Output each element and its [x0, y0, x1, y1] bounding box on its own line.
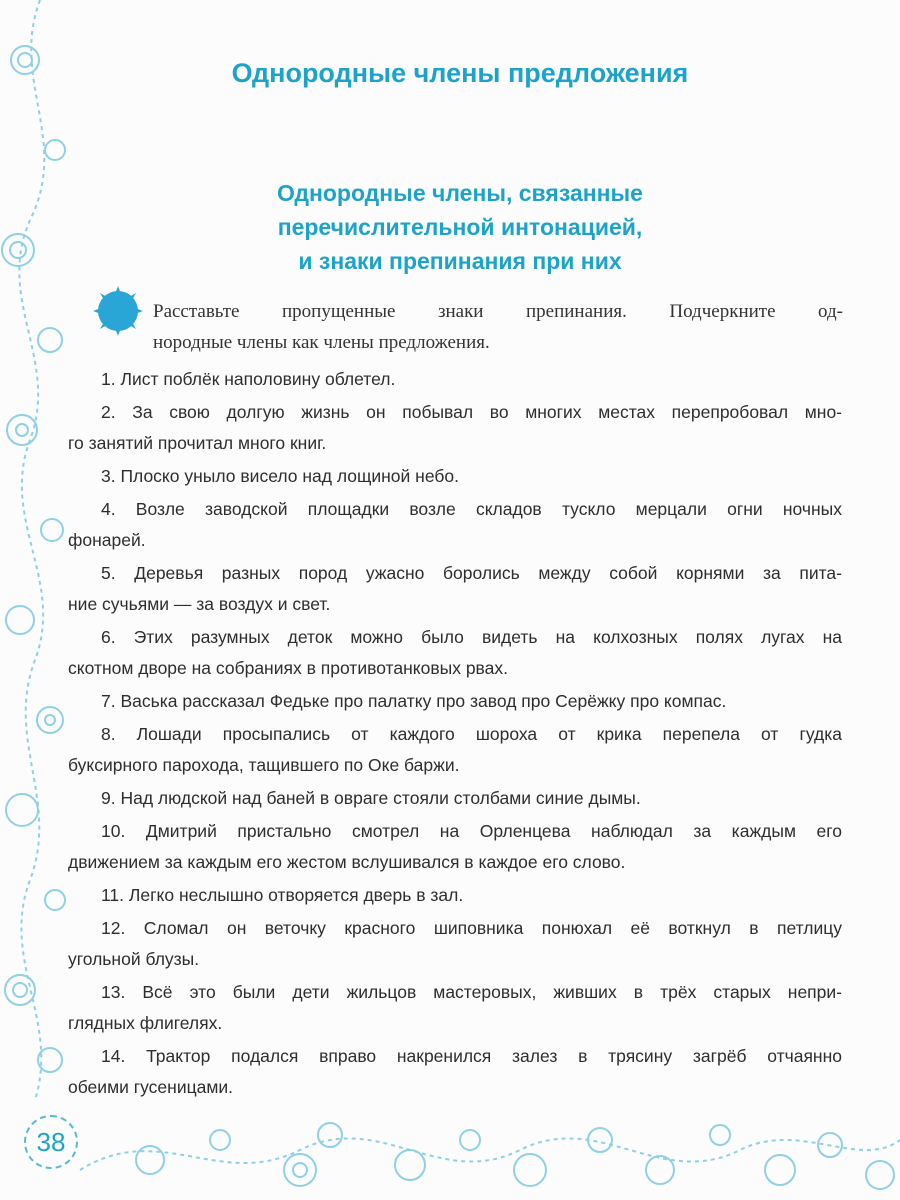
- exercise-item-line: 14. Трактор подался вправо накренился залез в трясину загрёб отчаянно: [101, 1046, 842, 1066]
- subtitle-line: Однородные члены, связанные: [277, 180, 643, 206]
- exercise-item-line: 13. Всё это были дети жильцов мастеровых, живших в трёх старых непри-: [101, 982, 842, 1002]
- page-number: 38: [24, 1115, 78, 1169]
- exercise-item-line: 1. Лист поблёк наполовину облетел.: [101, 369, 396, 389]
- exercise-item-line: го занятий прочитал много книг.: [68, 433, 327, 453]
- exercise-item-line: фонарей.: [68, 530, 146, 550]
- exercise-item-line: 4. Возле заводской площадки возле складов тускло мерцали огни ночных: [101, 499, 842, 519]
- exercise-item-line: буксирного парохода, тащившего по Оке баржи.: [68, 755, 460, 775]
- exercise-item: [68, 494, 842, 556]
- exercise-item-line: глядных флигелях.: [68, 1013, 223, 1033]
- exercise-item-line: ние сучьями — за воздух и свет.: [68, 594, 331, 614]
- instruction-line: Расставьте пропущенные знаки препинания. Подчеркните од-: [153, 301, 843, 322]
- exercise-item: [68, 977, 842, 1039]
- exercise-item-line: 5. Деревья разных пород ужасно боролись между собой корнями за пита-: [101, 563, 842, 583]
- exercise-item: [68, 816, 842, 878]
- exercise-item-line: обеими гусеницами.: [68, 1077, 234, 1097]
- exercise-item: [68, 686, 842, 717]
- exercise-list: [68, 364, 842, 1105]
- exercise-item-line: скотном дворе на собраниях в противотанковых рвах.: [68, 658, 509, 678]
- floral-border-bottom: [0, 1110, 900, 1200]
- exercise-item: [68, 880, 842, 911]
- exercise-item: [68, 364, 842, 395]
- exercise-item-line: угольной блузы.: [68, 949, 200, 969]
- exercise-item-line: 3. Плоско уныло висело над лощиной небо.: [101, 466, 459, 486]
- exercise-item-line: 12. Сломал он веточку красного шиповника понюхал её воткнул в петлицу: [101, 918, 842, 938]
- exercise-item: [68, 558, 842, 620]
- exercise-item: [68, 397, 842, 459]
- floral-border-left: [0, 0, 78, 1200]
- exercise-item-line: 8. Лошади просыпались от каждого шороха от крика перепела от гудка: [101, 724, 842, 744]
- page-title: Однородные члены предложения: [231, 58, 689, 88]
- exercise-instruction: [153, 296, 843, 358]
- instruction-line: нородные члены как члены предложения.: [153, 332, 490, 353]
- section-subtitle: [140, 176, 780, 278]
- exercise-item: [68, 461, 842, 492]
- exercise-item: [68, 1041, 842, 1103]
- exercise-item-line: 2. За свою долгую жизнь он побывал во многих местах перепробовал мно-: [101, 402, 842, 422]
- exercise-item-line: 6. Этих разумных деток можно было видеть на колхозных полях лугах на: [101, 627, 842, 647]
- exercise-item: [68, 622, 842, 684]
- exercise-item: [68, 719, 842, 781]
- exercise-item: [68, 783, 842, 814]
- exercise-item-line: 7. Васька рассказал Федьке про палатку про завод про Серёжку про компас.: [101, 691, 727, 711]
- exercise-item-line: 11. Легко неслышно отворяется дверь в зал.: [101, 885, 464, 905]
- exercise-item-line: движением за каждым его жестом вслушивался в каждое его слово.: [68, 852, 626, 872]
- subtitle-line: перечислительной интонацией,: [277, 214, 643, 240]
- exercise-item: [68, 913, 842, 975]
- exercise-item-line: 9. Над людской над баней в овраге стояли столбами синие дымы.: [101, 788, 641, 808]
- exercise-badge-icon: [93, 286, 143, 336]
- subtitle-line: и знаки препинания при них: [298, 248, 622, 274]
- exercise-item-line: 10. Дмитрий пристально смотрел на Орленцева наблюдал за каждым его: [101, 821, 842, 841]
